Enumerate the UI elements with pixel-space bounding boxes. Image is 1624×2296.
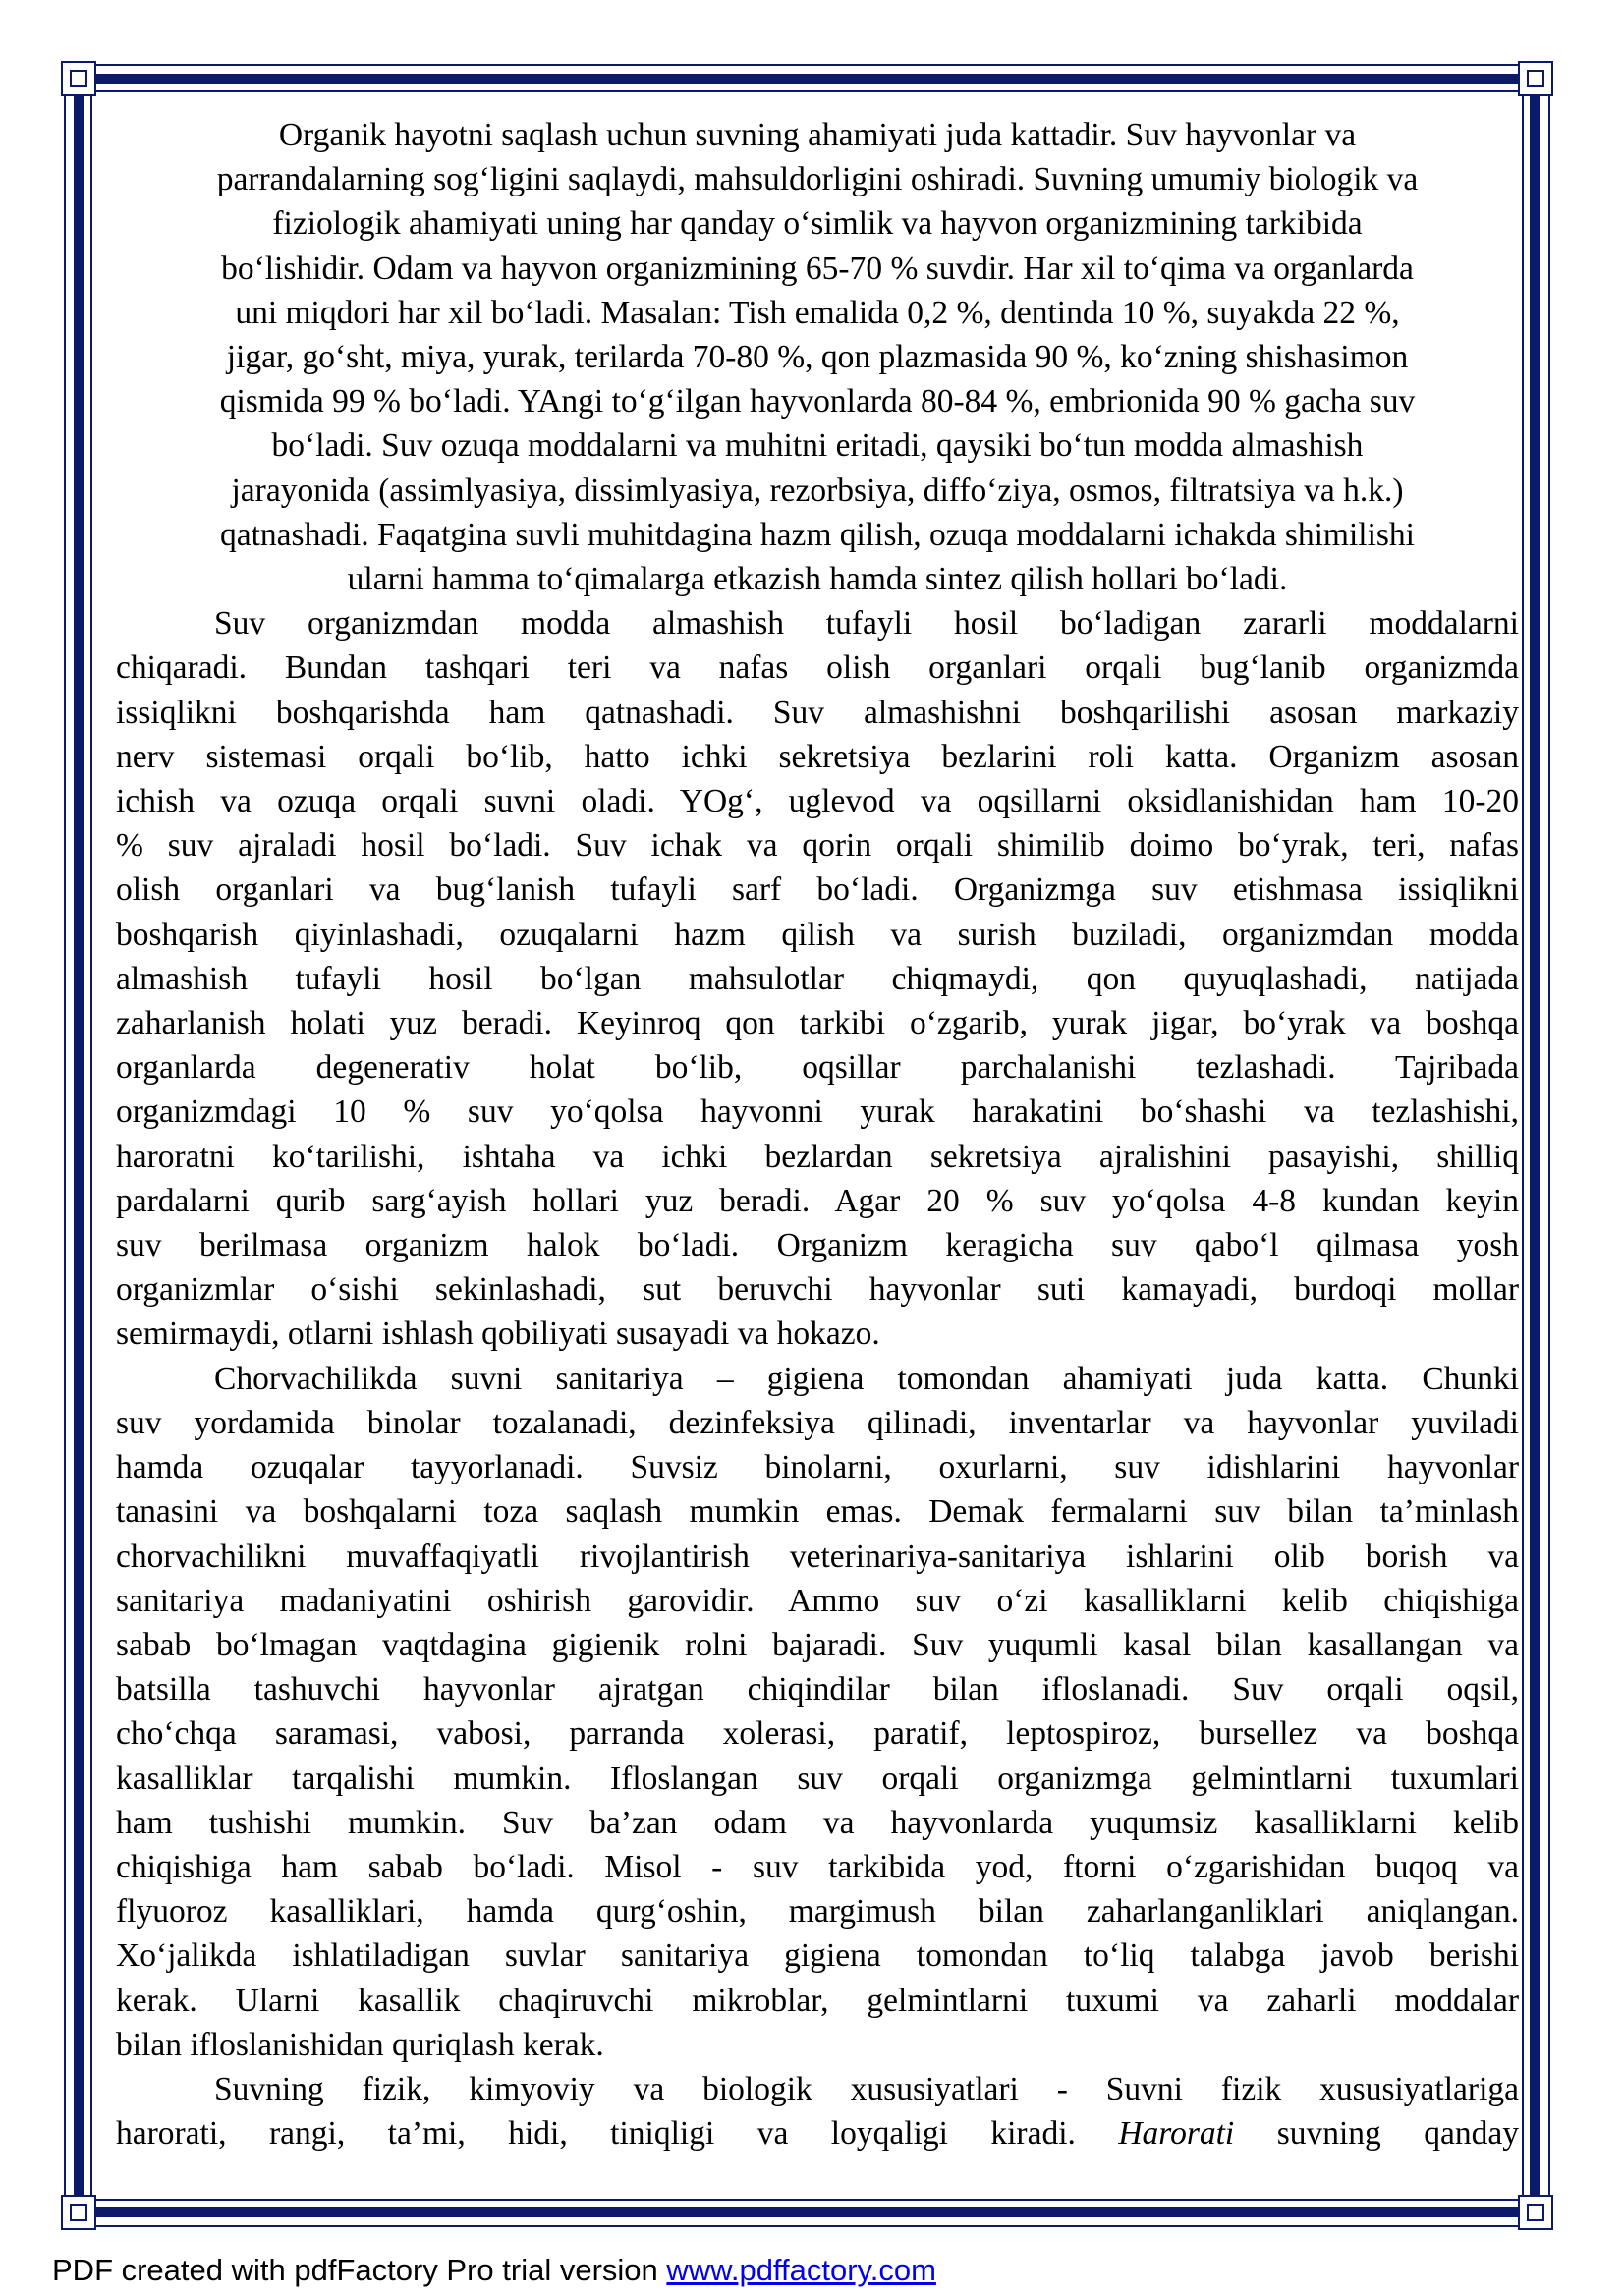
paragraph-line: hamda ozuqalar tayyorlanadi. Suvsiz binolarni, oxurlarni, suv idishlarini hayvonlar — [116, 1449, 1519, 1486]
intro-line: fiziologik ahamiyati uning har qanday o‘simlik va hayvon organizmining tarkibida — [272, 205, 1363, 243]
paragraph-line: Suv organizmdan modda almashish tufayli hosil bo‘ladigan zararli moddalarni — [214, 605, 1519, 643]
intro-paragraph — [116, 113, 1519, 601]
paragraph-line: kasalliklar tarqalishi mumkin. Ifloslangan suv orqali organizmga gelmintlarni tuxumlari — [116, 1760, 1519, 1797]
paragraph-line: batsilla tashuvchi hayvonlar ajratgan chiqindilar bilan ifloslanadi. Suv orqali oqsil, — [116, 1671, 1519, 1708]
paragraph-line: zaharlanish holati yuz beradi. Keyinroq qon tarkibi o‘zgarib, yurak jigar, bo‘yrak va boshqa — [116, 1005, 1519, 1042]
intro-line: bo‘lishidir. Odam va hayvon organizmining 65-70 % suvdir. Har xil to‘qima va organlarda — [221, 250, 1414, 287]
paragraph-line: almashish tufayli hosil bo‘lgan mahsulotlar chiqmaydi, qon quyuqlashadi, natijada — [116, 960, 1519, 997]
paragraph-line: chorvachilikni muvaffaqiyatli rivojlantirish veterinariya-sanitariya ishlarini olib borish va — [116, 1538, 1519, 1575]
paragraph-sanitary-hygiene — [116, 1357, 1519, 2067]
intro-line: qismida 99 % bo‘ladi. YAngi to‘g‘ilgan hayvonlarda 80-84 %, embrionida 90 % gacha suv — [219, 383, 1416, 420]
pdffactory-link[interactable]: www.pdffactory.com — [666, 2253, 936, 2287]
intro-line: jarayonida (assimlyasiya, dissimlyasiya, rezorbsiya, diffo‘ziya, osmos, filtratsiya va h.k.) — [231, 472, 1404, 509]
intro-line: qatnashadi. Faqatgina suvli muhitdagina hazm qilish, ozuqa moddalarni ichakda shimilishi — [220, 516, 1415, 553]
paragraph-line: nerv sistemasi orqali bo‘lib, hatto ichki sekretsiya bezlarini roli katta. Organizm asosan — [116, 738, 1519, 775]
intro-line: ularni hamma to‘qimalarga etkazish hamda sintez qilish hollari bo‘ladi. — [347, 561, 1288, 598]
paragraph-line: bilan ifloslanishidan quriqlash kerak. — [116, 2026, 604, 2063]
paragraph-water-properties — [116, 2067, 1519, 2156]
intro-line: jigar, go‘sht, miya, yurak, terilarda 70-80 %, qon plazmasida 90 %, ko‘zning shishasimon — [226, 339, 1409, 376]
paragraph-line: tanasini va boshqalarni toza saqlash mumkin emas. Demak fermalarni suv bilan ta’minlash — [116, 1493, 1519, 1531]
intro-line: parrandalarning sog‘ligini saqlaydi, mahsuldorligini oshiradi. Suvning umumiy biologik va — [216, 161, 1419, 198]
italic-term: Harorati — [1118, 2115, 1235, 2153]
intro-line: bo‘ladi. Suv ozuqa moddalarni va muhitni eritadi, qaysiki bo‘tun modda almashish — [271, 427, 1364, 465]
line-text: suvning qanday — [1234, 2115, 1519, 2153]
paragraph-line: suv berilmasa organizm halok bo‘ladi. Organizm keragicha suv qabo‘l qilmasa yosh — [116, 1227, 1519, 1264]
paragraph-line: issiqlikni boshqarishda ham qatnashadi. Suv almashishni boshqarilishi asosan markaziy — [116, 694, 1519, 731]
paragraph-line: Chorvachilikda suvni sanitariya – gigiena tomondan ahamiyati juda katta. Chunki — [214, 1360, 1519, 1397]
corner-ornament-bottom-right — [1518, 2195, 1553, 2230]
paragraph-line: pardalarni qurib sarg‘ayish hollari yuz beradi. Agar 20 % suv yo‘qolsa 4-8 kundan keyin — [116, 1182, 1519, 1219]
paragraph-line: Xo‘jalikda ishlatiladigan suvlar sanitariya gigiena tomondan to‘liq talabga javob berishi — [116, 1937, 1519, 1975]
paragraph-line: olish organlari va bug‘lanish tufayli sarf bo‘ladi. Organizmga suv etishmasa issiqlikni — [116, 871, 1519, 909]
paragraph-line: chiqishiga ham sabab bo‘ladi. Misol - suv tarkibida yod, ftorni o‘zgarishidan buqoq va — [116, 1848, 1519, 1885]
paragraph-line: organlarda degenerativ holat bo‘lib, oqsillar parchalanishi tezlashadi. Tajribada — [116, 1049, 1519, 1087]
corner-ornament-bottom-left — [61, 2195, 96, 2230]
paragraph-line: Suvning fizik, kimyoviy va biologik xususiyatlari - Suvni fizik xususiyatlariga — [214, 2070, 1519, 2107]
paragraph-line: sanitariya madaniyatini oshirish garovidir. Ammo suv o‘zi kasalliklarni kelib chiqishiga — [116, 1582, 1519, 1619]
paragraph-line: % suv ajraladi hosil bo‘ladi. Suv ichak va qorin orqali shimilib doimo bo‘yrak, teri, nafas — [116, 827, 1519, 865]
paragraph-water-metabolism — [116, 601, 1519, 1356]
paragraph-line: ham tushishi mumkin. Suv ba’zan odam va hayvonlarda yuqumsiz kasalliklarni kelib — [116, 1804, 1519, 1841]
paragraph-line: sabab bo‘lmagan vaqtdagina gigienik rolni bajaradi. Suv yuqumli kasal bilan kasallangan va — [116, 1626, 1519, 1663]
paragraph-line: haroratni ko‘tarilishi, ishtaha va ichki bezlardan sekretsiya ajralishini pasayishi, shilliq — [116, 1138, 1519, 1175]
intro-line: uni miqdori har xil bo‘ladi. Masalan: Tish emalida 0,2 %, dentinda 10 %, suyakda 22 %, — [235, 294, 1400, 331]
paragraph-line: ichish va ozuqa orqali suvni oladi. YOg‘, uglevod va oqsillarni oksidlanishidan ham 10-20 — [116, 783, 1519, 820]
paragraph-line: suv yordamida binolar tozalanadi, dezinfeksiya qilinadi, inventarlar va hayvonlar yuviladi — [116, 1404, 1519, 1441]
paragraph-line: cho‘chqa saramasi, vabosi, parranda xolerasi, paratif, leptospiroz, bursellez va boshqa — [116, 1715, 1519, 1753]
line-text: harorati, rangi, ta’mi, hidi, tiniqligi va loyqaligi kiradi. — [116, 2115, 1119, 2153]
pdf-footer — [52, 2253, 936, 2288]
paragraph-line: semirmaydi, otlarni ishlash qobiliyati susayadi va hokazo. — [116, 1316, 880, 1353]
paragraph-line: flyuoroz kasalliklari, hamda qurg‘oshin, margimush bilan zaharlanganliklari aniqlangan. — [116, 1893, 1519, 1931]
footer-text: PDF created with pdfFactory Pro trial version — [52, 2253, 667, 2287]
document-body — [116, 113, 1519, 2196]
paragraph-line: chiqaradi. Bundan tashqari teri va nafas olish organlari orqali bug‘lanib organizmda — [116, 649, 1519, 687]
paragraph-line: boshqarish qiyinlashadi, ozuqalarni hazm qilish va surish buziladi, organizmdan modda — [116, 916, 1519, 953]
paragraph-line: kerak. Ularni kasallik chaqiruvchi mikroblar, gelmintlarni tuxumi va zaharli moddalar — [116, 1982, 1519, 2019]
corner-ornament-top-left — [61, 61, 96, 96]
corner-ornament-top-right — [1518, 61, 1553, 96]
paragraph-line — [116, 2111, 1519, 2156]
paragraph-line: organizmdagi 10 % suv yo‘qolsa hayvonni yurak harakatini bo‘shashi va tezlashishi, — [116, 1093, 1519, 1131]
intro-line: Organik hayotni saqlash uchun suvning ahamiyati juda kattadir. Suv hayvonlar va — [278, 117, 1357, 153]
paragraph-line: organizmlar o‘sishi sekinlashadi, sut beruvchi hayvonlar suti kamayadi, burdoqi mollar — [116, 1271, 1519, 1309]
